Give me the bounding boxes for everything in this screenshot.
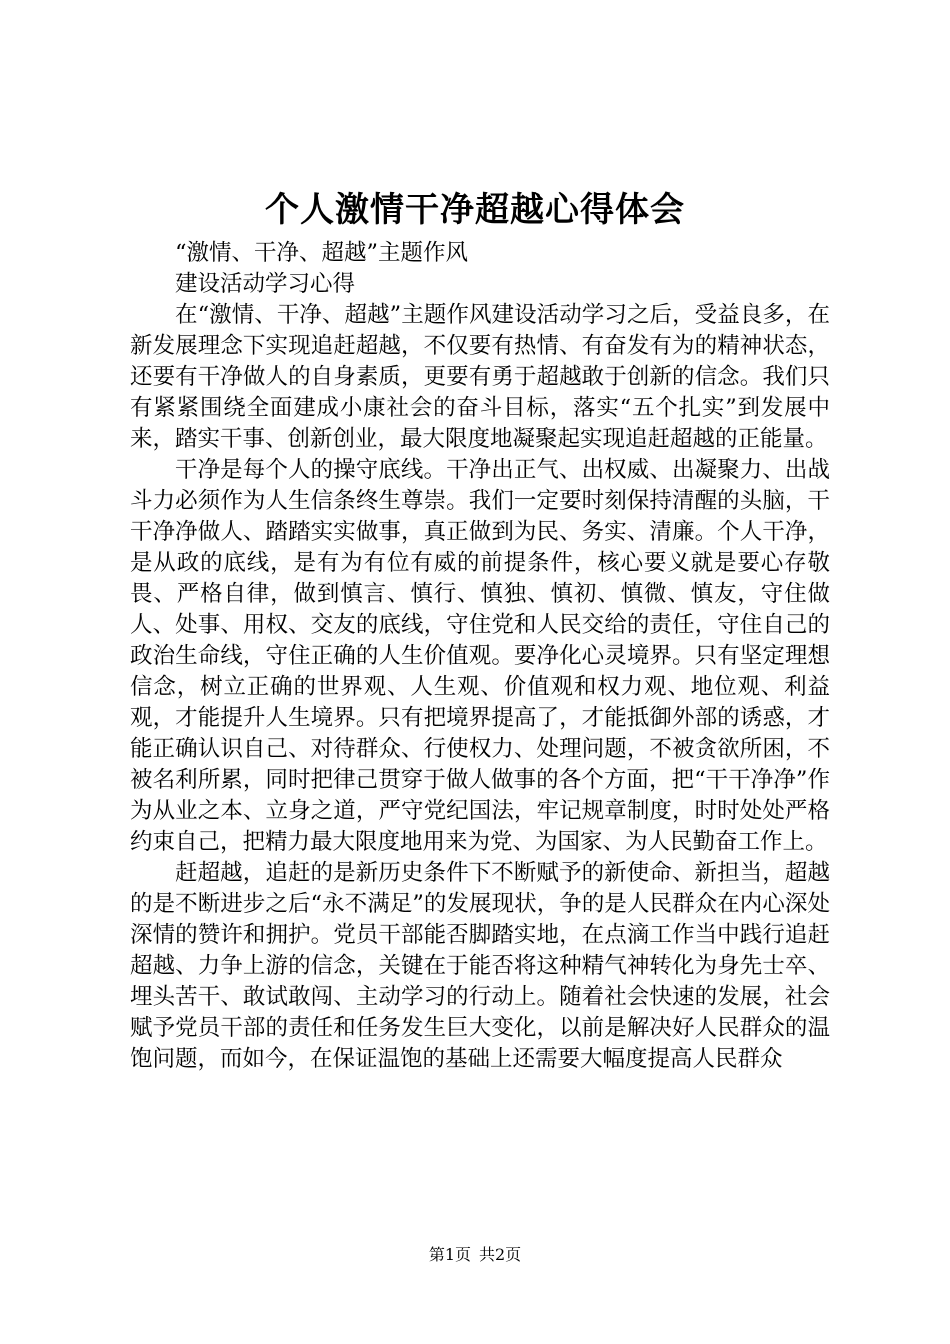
page-number: 第1页 bbox=[428, 1245, 471, 1264]
document-title: 个人激情干净超越心得体会 bbox=[265, 190, 685, 230]
page-total: 共2页 bbox=[479, 1245, 522, 1264]
page-footer bbox=[0, 1244, 950, 1266]
paragraph-3: 赶超越，追赶的是新历史条件下不断赋予的新使命、新担当，超越的是不断进步之后“永不满足”的发展现状，争的是人民群众在内心深处深情的赞许和拥护。党员干部能否脚踏实地，在点滴工作当中践行追赶超越、力争上游的信念，关键在于能否将这种精气神转化为身先士卒、埋头苦干、敢试敢闯、主动学习的行动上。随着社会快速的发展，社会赋予党员干部的责任和任务发生巨大变化，以前是解决好人民群众的温饱问题，而如今，在保证温饱的基础上还需要大幅度提高人民群众 bbox=[130, 860, 830, 1072]
document-body bbox=[130, 238, 830, 1075]
subtitle-line-1: “激情、干净、超越”主题作风 bbox=[175, 240, 469, 266]
subtitle-line-2: 建设活动学习心得 bbox=[175, 271, 356, 297]
paragraph-2: 干净是每个人的操守底线。干净出正气、出权威、出凝聚力、出战斗力必须作为人生信条终生尊崇。我们一定要时刻保持清醒的头脑，干干净净做人、踏踏实实做事，真正做到为民、务实、清廉。个人干净，是从政的底线，是有为有位有威的前提条件，核心要义就是要心存敬畏、严格自律，做到慎言、慎行、慎独、慎初、慎微、慎友，守住做人、处事、用权、交友的底线，守住党和人民交给的责任，守住自己的政治生命线，守住正确的人生价值观。要净化心灵境界。只有坚定理想信念，树立正确的世界观、人生观、价值观和权力观、地位观、利益观，才能提升人生境界。只有把境界提高了，才能抵御外部的诱惑，才能正确认识自己、对待群众、行使权力、处理问题，不被贪欲所困，不被名利所累，同时把律己贯穿于做人做事的各个方面，把“干干净净”作为从业之本、立身之道，严守党纪国法，牢记规章制度，时时处处严格约束自己，把精力最大限度地用来为党、为国家、为人民勤奋工作上。 bbox=[130, 457, 830, 855]
paragraph-1: 在“激情、干净、超越”主题作风建设活动学习之后，受益良多，在新发展理念下实现追赶超越，不仅要有热情、有奋发有为的精神状态，还要有干净做人的自身素质，更要有勇于超越敢于创新的信念。我们只有紧紧围绕全面建成小康社会的奋斗目标，落实“五个扎实”到发展中来，踏实干事、创新创业，最大限度地凝聚起实现追赶超越的正能量。 bbox=[130, 302, 830, 452]
